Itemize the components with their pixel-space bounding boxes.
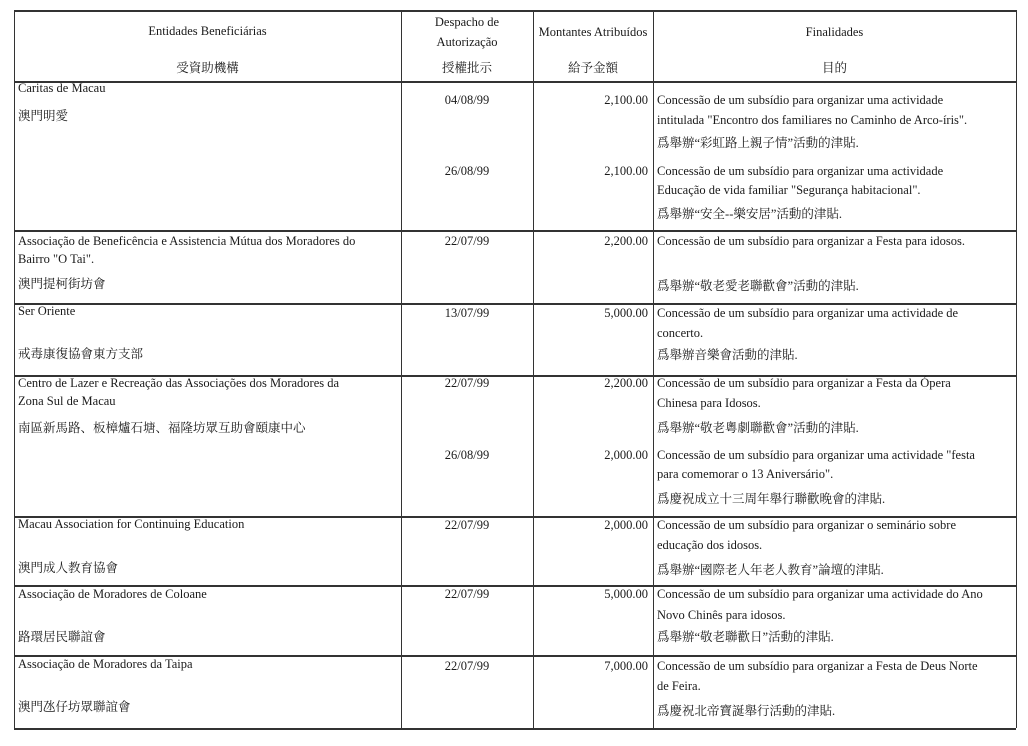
header-dispatch-pt-1: Despacho de — [434, 15, 500, 29]
purpose-pt: Concessão de um subsídio para organizar uma actividade do Ano — [657, 587, 983, 601]
dispatch-date: 26/08/99 — [444, 164, 490, 178]
row-divider — [14, 230, 1016, 232]
dispatch-date: 04/08/99 — [444, 93, 490, 107]
purpose-pt: para comemorar o 13 Aniversário". — [657, 467, 834, 481]
header-amount-pt: Montantes Atribuídos — [538, 25, 648, 39]
purpose-pt: Concessão de um subsídio para organizar a Festa da Ópera — [657, 376, 951, 390]
entity-name-pt: Centro de Lazer e Recreação das Associações dos Moradores da — [18, 376, 340, 390]
header-dispatch-pt-2: Autorização — [436, 35, 498, 49]
entity-name-zh: 澳門氹仔坊眾聯誼會 — [18, 700, 131, 714]
amount: 5,000.00 — [604, 587, 648, 601]
header-dispatch-zh: 授權批示 — [441, 61, 492, 75]
entity-name-zh: 澳門成人教育協會 — [18, 561, 119, 575]
entity-name-pt: Zona Sul de Macau — [18, 394, 116, 408]
amount: 7,000.00 — [604, 659, 648, 673]
column-divider — [14, 10, 15, 728]
table-border-bottom — [14, 728, 1016, 730]
column-divider — [401, 10, 402, 728]
dispatch-date: 22/07/99 — [444, 376, 490, 390]
header-amount-zh: 給予金額 — [567, 61, 618, 75]
column-divider — [653, 10, 654, 728]
purpose-pt: Novo Chinês para idosos. — [657, 608, 786, 622]
entity-name-pt: Bairro "O Tai". — [18, 252, 95, 266]
purpose-pt: educação dos idosos. — [657, 538, 763, 552]
purpose-pt: de Feira. — [657, 679, 701, 693]
dispatch-date: 22/07/99 — [444, 587, 490, 601]
entity-name-zh: 澳門提柯街坊會 — [18, 277, 106, 291]
entity-name-pt: Associação de Moradores de Coloane — [18, 587, 207, 601]
amount: 2,000.00 — [604, 518, 648, 532]
header-purpose-zh: 目的 — [821, 61, 847, 75]
entity-name-zh: 戒毒康復協會東方支部 — [18, 347, 144, 361]
purpose-pt: Concessão de um subsídio para organizar uma actividade "festa — [657, 448, 975, 462]
entity-name-pt: Associação de Moradores da Taipa — [18, 657, 193, 671]
purpose-zh: 爲舉辦“安全--樂安居”活動的津貼. — [657, 207, 843, 221]
purpose-pt: intitulada "Encontro dos familiares no Caminho de Arco-íris". — [657, 113, 968, 127]
amount: 2,200.00 — [604, 376, 648, 390]
amount: 5,000.00 — [604, 306, 648, 320]
dispatch-date: 22/07/99 — [444, 659, 490, 673]
purpose-pt: Concessão de um subsídio para organizar a Festa de Deus Norte — [657, 659, 978, 673]
purpose-zh: 爲慶祝北帝寶誕舉行活動的津貼. — [657, 704, 836, 718]
header-entity-pt: Entidades Beneficiárias — [148, 24, 267, 38]
table-border-top — [14, 10, 1016, 12]
purpose-pt: Concessão de um subsídio para organizar o seminário sobre — [657, 518, 956, 532]
entity-name-pt: Associação de Beneficência e Assistencia Mútua dos Moradores do — [18, 234, 356, 248]
purpose-pt: Chinesa para Idosos. — [657, 396, 761, 410]
purpose-pt: Concessão de um subsídio para organizar uma actividade — [657, 93, 944, 107]
purpose-zh: 爲舉辦“彩虹路上親子情”活動的津貼. — [657, 136, 859, 150]
amount: 2,200.00 — [604, 234, 648, 248]
entity-name-zh: 南區新馬路、板樟爐石塘、福隆坊眾互助會頤康中心 — [18, 421, 306, 435]
purpose-zh: 爲舉辦“國際老人年老人教育”論壇的津貼. — [657, 563, 884, 577]
dispatch-date: 26/08/99 — [444, 448, 490, 462]
entity-name-pt: Caritas de Macau — [18, 81, 106, 95]
purpose-zh: 爲慶祝成立十三周年舉行聯歡晚會的津貼. — [657, 492, 886, 506]
entity-name-pt: Ser Oriente — [18, 304, 76, 318]
purpose-pt: Concessão de um subsídio para organizar uma actividade — [657, 164, 944, 178]
header-entity-zh: 受資助機構 — [176, 61, 239, 75]
amount: 2,100.00 — [604, 164, 648, 178]
dispatch-date: 22/07/99 — [444, 518, 490, 532]
dispatch-date: 22/07/99 — [444, 234, 490, 248]
column-divider — [1016, 10, 1017, 728]
purpose-pt: concerto. — [657, 326, 704, 340]
purpose-pt: Educação de vida familiar "Segurança habitacional". — [657, 183, 921, 197]
entity-name-pt: Macau Association for Continuing Education — [18, 517, 245, 531]
purpose-pt: Concessão de um subsídio para organizar uma actividade de — [657, 306, 959, 320]
header-divider — [14, 81, 1016, 83]
column-divider — [533, 10, 534, 728]
purpose-pt: Concessão de um subsídio para organizar a Festa para idosos. — [657, 234, 966, 248]
amount: 2,100.00 — [604, 93, 648, 107]
dispatch-date: 13/07/99 — [444, 306, 490, 320]
amount: 2,000.00 — [604, 448, 648, 462]
purpose-zh: 爲舉辦“敬老愛老聯歡會”活動的津貼. — [657, 279, 859, 293]
purpose-zh: 爲舉辦“敬老聯歡日”活動的津貼. — [657, 630, 834, 644]
entity-name-zh: 澳門明愛 — [18, 109, 69, 123]
entity-name-zh: 路環居民聯誼會 — [18, 630, 106, 644]
purpose-zh: 爲舉辦音樂會活動的津貼. — [657, 348, 798, 362]
purpose-zh: 爲舉辦“敬老粵劇聯歡會”活動的津貼. — [657, 421, 859, 435]
header-purpose-pt: Finalidades — [805, 25, 864, 39]
